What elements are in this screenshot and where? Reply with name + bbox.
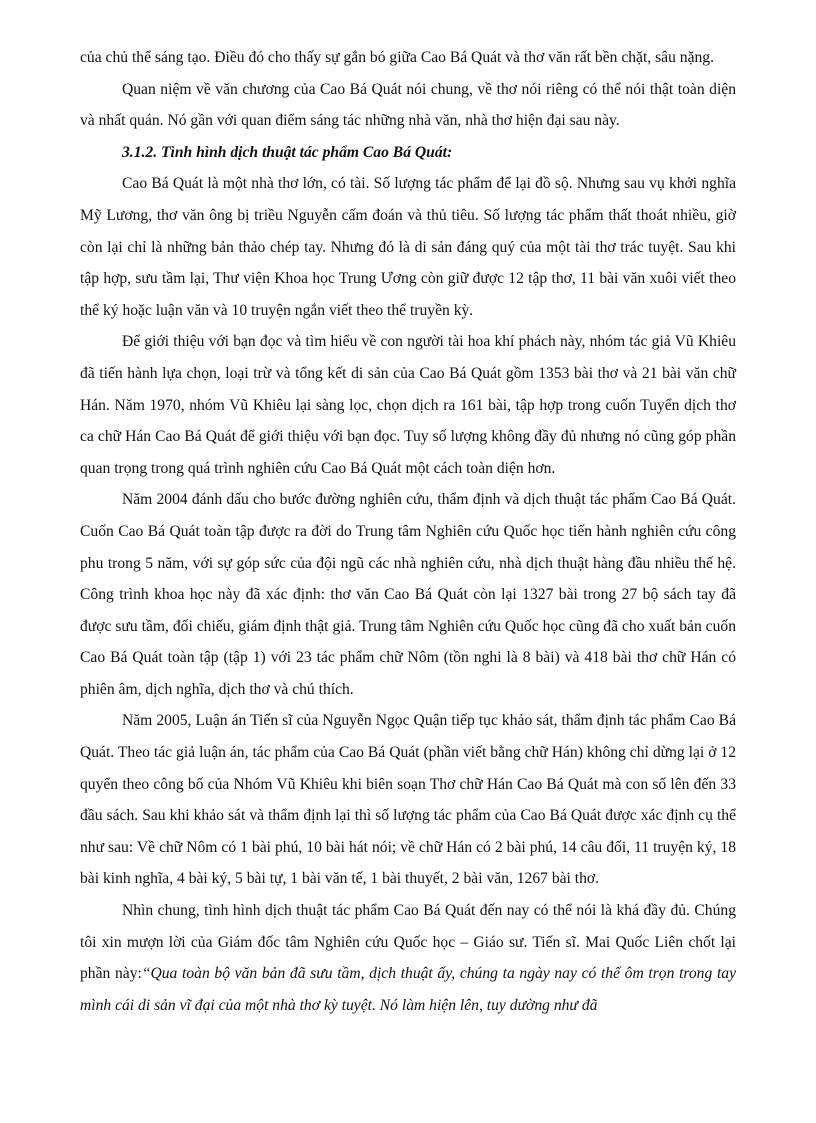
paragraph-continuation: của chủ thể sáng tạo. Điều đó cho thấy sự gắn bó giữa Cao Bá Quát và thơ văn rất bền chặt, sâu nặng.: [80, 49, 714, 66]
paragraph-conclusion: [80, 895, 736, 1021]
quote-text: “Qua toàn bộ văn bản đã sưu tầm, dịch thuật ấy, chúng ta ngày nay có thể ôm trọn trong tay mình cái di sản vĩ đại của một nhà thơ kỳ tuyệt. Nó làm hiện lên, tuy dường như đã: [80, 965, 736, 1014]
paragraph-legacy: Cao Bá Quát là một nhà thơ lớn, có tài. Số lượng tác phẩm để lại đồ sộ. Nhưng sau vụ khởi nghĩa Mỹ Lương, thơ văn ông bị triều Nguyễn cấm đoán và thủ tiêu. Số lượng tác phẩm thất thoát nhiều, giờ còn lại chỉ là những bản thảo chép tay. Nhưng đó là di sản đáng quý của một tài thơ trác tuyệt. Sau khi tập hợp, sưu tầm lại, Thư viện Khoa học Trung Ương còn giữ được 12 tập thơ, 11 bài văn xuôi viết theo thể ký hoặc luận văn và 10 truyện ngắn viết theo thể truyền kỳ.: [80, 175, 736, 319]
section-heading: 3.1.2. Tình hình dịch thuật tác phẩm Cao Bá Quát:: [122, 143, 453, 161]
paragraph-vu-khieu: Để giới thiệu với bạn đọc và tìm hiểu về con người tài hoa khí phách này, nhóm tác giả Vũ Khiêu đã tiến hành lựa chọn, loại trừ và tổng kết di sản của Cao Bá Quát gồm 1353 bài thơ và 21 bài văn chữ Hán. Năm 1970, nhóm Vũ Khiêu lại sàng lọc, chọn dịch ra 161 bài, tập hợp trong cuốn Tuyển dịch thơ ca chữ Hán Cao Bá Quát để giới thiệu với bạn đọc. Tuy số lượng không đầy đủ nhưng nó cũng góp phần quan trọng trong quá trình nghiên cứu Cao Bá Quát một cách toàn diện hơn.: [80, 333, 736, 477]
paragraph-2004: Năm 2004 đánh dấu cho bước đường nghiên cứu, thẩm định và dịch thuật tác phẩm Cao Bá Quát. Cuốn Cao Bá Quát toàn tập được ra đời do Trung tâm Nghiên cứu Quốc học tiến hành nghiên cứu công phu trong 5 năm, với sự góp sức của đội ngũ các nhà nghiên cứu, nhà dịch thuật hàng đầu nhiều thế hệ. Công trình khoa học này đã xác định: thơ văn Cao Bá Quát còn lại 1327 bài trong 27 bộ sách tay đã được sưu tầm, đối chiếu, giám định thật giả. Trung tâm Nghiên cứu Quốc học cũng đã cho xuất bản cuốn Cao Bá Quát toàn tập (tập 1) với 23 tác phẩm chữ Nôm (tồn nghi là 8 bài) và 418 bài thơ chữ Hán có phiên âm, dịch nghĩa, dịch thơ và chú thích.: [80, 491, 736, 698]
conclusion-text: Nhìn chung, tình hình dịch thuật tác phẩm Cao Bá Quát đến nay có thể nói là khá đầy đủ. Chúng tôi xin mượn lời của Giám đốc tâm Nghiên cứu Quốc học – Giáo sư. Tiến sĩ. Mai Quốc Liên chốt lại phần này:: [80, 902, 736, 983]
paragraph-literary-view: Quan niệm về văn chương của Cao Bá Quát nói chung, về thơ nói riêng có thể nói thật toàn diện và nhất quán. Nó gần với quan điểm sáng tác những nhà văn, nhà thơ hiện đại sau này.: [80, 80, 736, 130]
paragraph-2005: Năm 2005, Luận án Tiến sĩ của Nguyễn Ngọc Quận tiếp tục khảo sát, thẩm định tác phẩm Cao Bá Quát. Theo tác giả luận án, tác phẩm của Cao Bá Quát (phần viết bằng chữ Hán) không chỉ dừng lại ở 12 quyển theo công bố của Nhóm Vũ Khiêu khi biên soạn Thơ chữ Hán Cao Bá Quát mà con số lên đến 33 đầu sách. Sau khi khảo sát và thẩm định lại thì số lượng tác phẩm của Cao Bá Quát được xác định cụ thể như sau: Về chữ Nôm có 1 bài phú, 10 bài hát nói; về chữ Hán có 2 bài phú, 14 câu đối, 11 truyện ký, 18 bài kinh nghĩa, 4 bài ký, 5 bài tự, 1 bài văn tế, 1 bài thuyết, 2 bài văn, 1267 bài thơ.: [80, 712, 736, 888]
